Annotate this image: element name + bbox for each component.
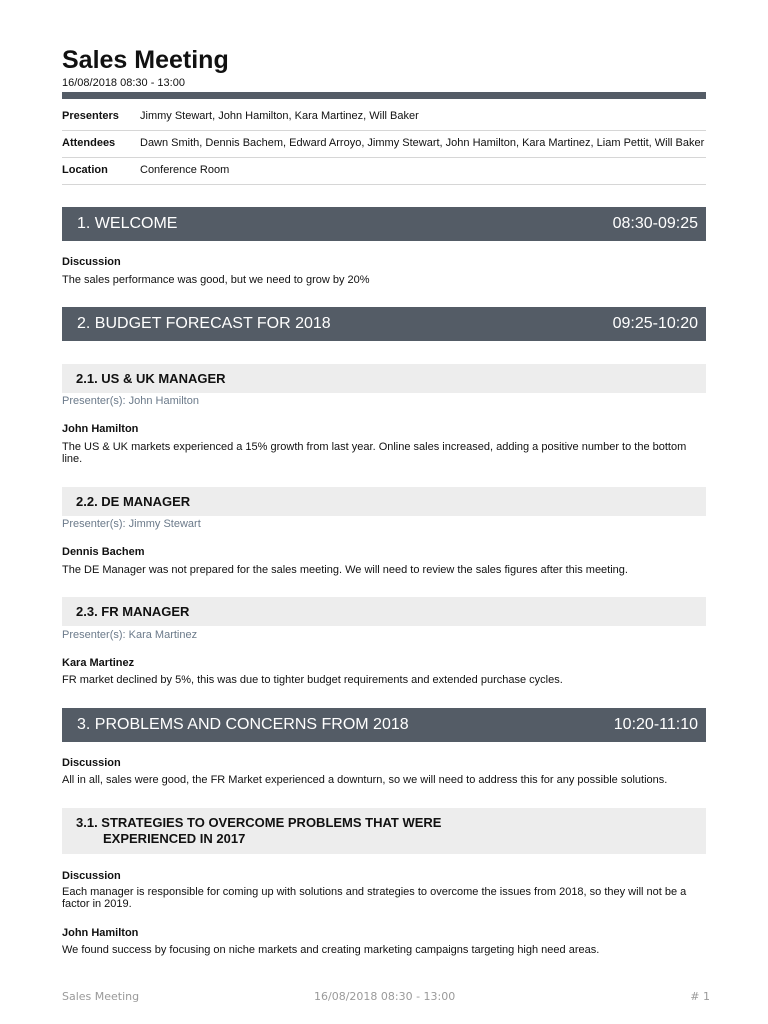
speaker-text: The US & UK markets experienced a 15% growth from last year. Online sales increased, adding a positive number to the bottom line. [62,441,687,465]
section-title: 2. BUDGET FORECAST FOR 2018 [77,315,331,332]
meta-value: Conference Room [140,158,706,185]
speaker-name: John Hamilton [62,423,139,435]
meeting-details-table [62,104,706,185]
subsection-title: 2.3. FR MANAGER [76,603,190,619]
section-header-welcome [62,207,706,241]
subsection-header-de-manager [62,487,706,516]
meta-row-location [62,158,706,185]
footer-title: Sales Meeting [62,990,140,1003]
section-header-budget-forecast [62,307,706,341]
subsection-presenters: Presenter(s): Kara Martinez [62,629,198,641]
document-date: 16/08/2018 08:30 - 13:00 [62,77,185,89]
section-time: 09:25-10:20 [612,315,698,332]
discussion-label: Discussion [62,256,121,268]
meta-value: Jimmy Stewart, John Hamilton, Kara Martinez, Will Baker [140,104,706,131]
discussion-text: All in all, sales were good, the FR Market experienced a downturn, so we will need to address this for any possible solutions. [62,774,668,786]
meta-value: Dawn Smith, Dennis Bachem, Edward Arroyo, Jimmy Stewart, John Hamilton, Kara Martinez, Liam Pettit, Will Baker [140,131,706,158]
title-divider-bar [62,92,706,99]
section-time: 10:20-11:10 [613,716,698,733]
speaker-text: We found success by focusing on niche markets and creating marketing campaigns targeting high need areas. [62,944,600,956]
discussion-label: Discussion [62,757,121,769]
meta-key: Attendees [62,131,140,158]
discussion-label: Discussion [62,870,121,882]
subsection-title-line-1: 3.1. STRATEGIES TO OVERCOME PROBLEMS THAT WERE [76,815,442,830]
subsection-title-line-2: EXPERIENCED IN 2017 [103,831,246,846]
speaker-name: John Hamilton [62,927,139,939]
speaker-name: Dennis Bachem [62,546,145,558]
meta-row-presenters [62,104,706,131]
meta-row-attendees [62,131,706,158]
discussion-text: Each manager is responsible for coming up with solutions and strategies to overcome the issues from 2018, so they will not be a factor in 2019. [62,886,687,910]
section-time: 08:30-09:25 [612,215,698,232]
meta-key: Location [62,158,140,185]
subsection-header-strategies [62,808,706,854]
subsection-title: 2.2. DE MANAGER [76,493,191,509]
subsection-header-us-uk-manager [62,364,706,393]
speaker-text: The DE Manager was not prepared for the sales meeting. We will need to review the sales figures after this meeting. [62,564,628,576]
meta-key: Presenters [62,104,140,131]
subsection-title: 2.1. US & UK MANAGER [76,370,226,386]
subsection-presenters: Presenter(s): John Hamilton [62,395,199,407]
discussion-text: The sales performance was good, but we need to grow by 20% [62,274,370,286]
document-title: Sales Meeting [62,46,229,74]
footer-page-number: # 1 [690,990,710,1003]
section-title: 3. PROBLEMS AND CONCERNS FROM 2018 [77,716,409,733]
speaker-text: FR market declined by 5%, this was due to tighter budget requirements and extended purchase cycles. [62,674,563,686]
speaker-name: Kara Martinez [62,657,135,669]
section-header-problems-concerns [62,708,706,742]
footer-date: 16/08/2018 08:30 - 13:00 [314,990,456,1003]
subsection-presenters: Presenter(s): Jimmy Stewart [62,518,201,530]
subsection-header-fr-manager [62,597,706,626]
section-title: 1. WELCOME [77,215,178,232]
